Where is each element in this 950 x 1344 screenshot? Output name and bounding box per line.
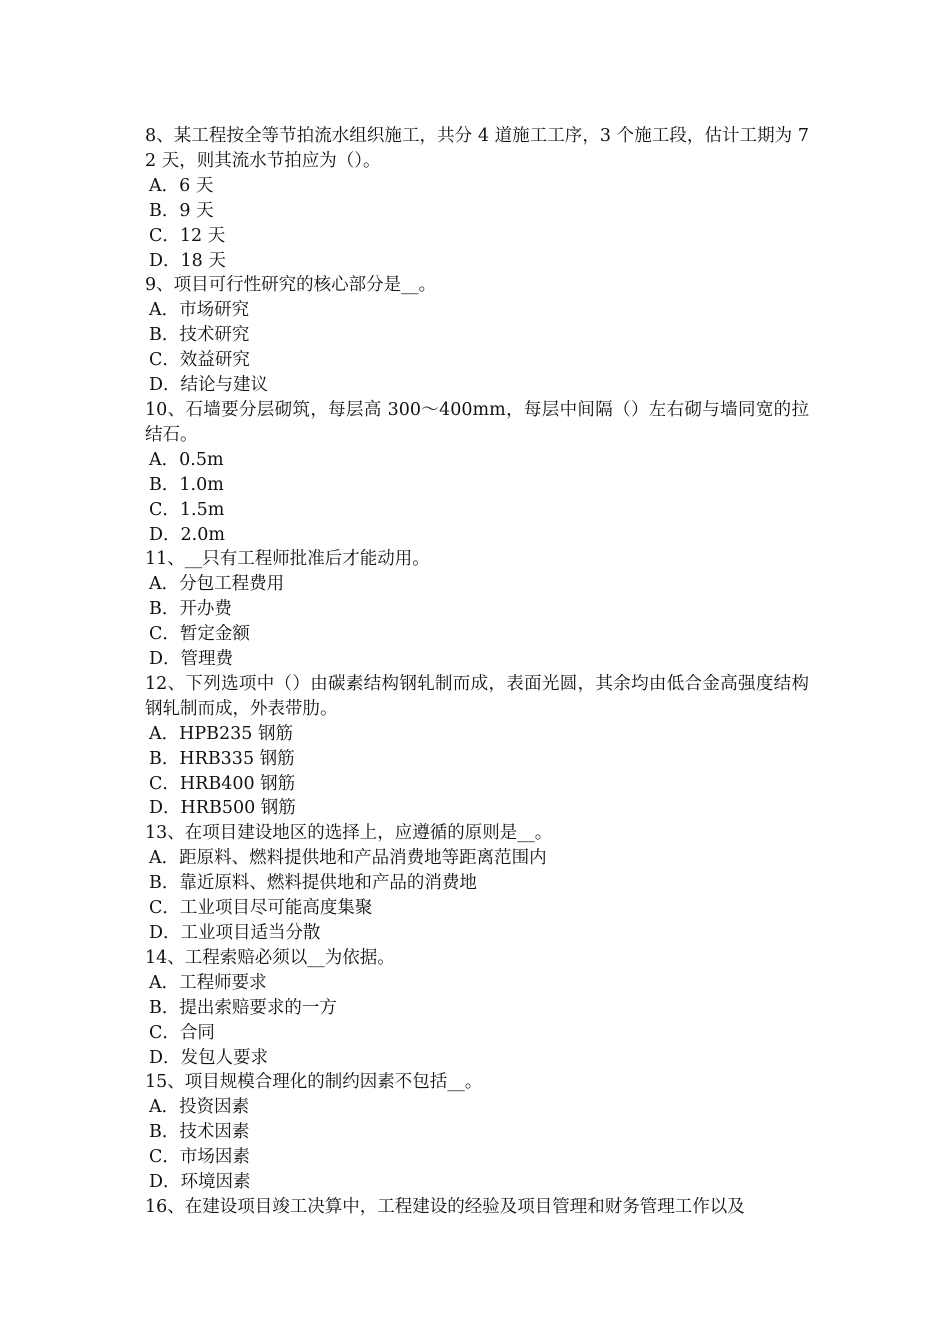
question-1 bbox=[145, 124, 809, 273]
option-letter: B． bbox=[149, 1122, 180, 1143]
question-text: 16、在建设项目竣工决算中，工程建设的经验及项目管理和财务管理工作以及 bbox=[145, 1196, 745, 1217]
option-1 bbox=[145, 846, 809, 871]
option-3 bbox=[145, 896, 809, 921]
question-text: 8、某工程按全等节拍流水组织施工，共分 4 道施工工序，3 个施工段，估计工期为 72 天，则其流水节拍应为（）。 bbox=[145, 126, 809, 171]
option-list bbox=[145, 846, 809, 946]
option-text: 0.5m bbox=[179, 449, 224, 470]
question-text: 11、__只有工程师批准后才能动用。 bbox=[145, 549, 430, 570]
option-text: 工程师要求 bbox=[179, 972, 267, 993]
option-text: HRB335 钢筋 bbox=[179, 748, 295, 769]
option-letter: A． bbox=[149, 574, 180, 595]
option-letter: D． bbox=[149, 1047, 181, 1068]
option-text: 技术因素 bbox=[179, 1122, 250, 1143]
option-letter: A． bbox=[149, 175, 180, 196]
option-text: 分包工程费用 bbox=[179, 574, 285, 595]
document-page bbox=[145, 124, 809, 1220]
option-3 bbox=[145, 224, 809, 249]
option-letter: B． bbox=[149, 325, 180, 346]
option-2 bbox=[145, 323, 809, 348]
option-1 bbox=[145, 174, 809, 199]
option-letter: C． bbox=[149, 1147, 180, 1168]
option-letter: C． bbox=[149, 773, 180, 794]
option-text: 距原料、燃料提供地和产品消费地等距离范围内 bbox=[179, 848, 547, 869]
option-letter: C． bbox=[149, 1022, 180, 1043]
option-2 bbox=[145, 597, 809, 622]
option-text: 1.0m bbox=[179, 474, 224, 495]
option-text: 市场因素 bbox=[179, 1147, 250, 1168]
option-3 bbox=[145, 1021, 809, 1046]
option-4 bbox=[145, 249, 809, 274]
question-text: 10、石墙要分层砌筑，每层高 300～400mm，每层中间隔（）左右砌与墙同宽的拉结石。 bbox=[145, 399, 809, 445]
option-letter: D． bbox=[149, 1172, 181, 1193]
option-letter: D． bbox=[149, 375, 181, 396]
option-3 bbox=[145, 1145, 809, 1170]
option-letter: D． bbox=[149, 798, 181, 819]
option-list bbox=[145, 572, 809, 672]
option-2 bbox=[145, 1120, 809, 1145]
option-letter: A． bbox=[149, 972, 180, 993]
option-text: 工业项目尽可能高度集聚 bbox=[179, 898, 373, 919]
option-4 bbox=[145, 796, 809, 821]
option-3 bbox=[145, 622, 809, 647]
option-1 bbox=[145, 722, 809, 747]
option-3 bbox=[145, 348, 809, 373]
option-letter: C． bbox=[149, 898, 180, 919]
option-text: 结论与建议 bbox=[180, 375, 269, 396]
question-text: 14、工程索赔必须以__为依据。 bbox=[145, 947, 395, 968]
option-text: 市场研究 bbox=[179, 300, 250, 321]
question-8 bbox=[145, 1070, 809, 1195]
question-7 bbox=[145, 946, 809, 1071]
option-4 bbox=[145, 1170, 809, 1195]
option-letter: B． bbox=[149, 873, 180, 894]
option-text: 投资因素 bbox=[179, 1097, 250, 1118]
option-letter: D． bbox=[149, 250, 181, 271]
question-5 bbox=[145, 672, 809, 821]
option-4 bbox=[145, 921, 809, 946]
option-text: 工业项目适当分散 bbox=[180, 923, 321, 943]
option-letter: B． bbox=[149, 748, 180, 769]
option-1 bbox=[145, 298, 809, 323]
option-3 bbox=[145, 498, 809, 523]
option-text: HPB235 钢筋 bbox=[179, 723, 294, 744]
option-letter: C． bbox=[149, 350, 180, 371]
option-letter: A． bbox=[149, 300, 180, 321]
option-letter: B． bbox=[149, 599, 180, 620]
option-2 bbox=[145, 199, 809, 224]
option-4 bbox=[145, 523, 809, 548]
option-2 bbox=[145, 871, 809, 896]
option-text: 18 天 bbox=[180, 250, 226, 271]
option-letter: C． bbox=[149, 624, 180, 645]
question-4 bbox=[145, 547, 809, 672]
question-3 bbox=[145, 398, 809, 547]
option-text: 合同 bbox=[179, 1022, 215, 1043]
option-text: 效益研究 bbox=[179, 350, 250, 371]
option-list bbox=[145, 174, 809, 274]
option-4 bbox=[145, 373, 809, 398]
option-text: 环境因素 bbox=[180, 1172, 251, 1193]
option-1 bbox=[145, 971, 809, 996]
option-text: 开办费 bbox=[179, 599, 232, 620]
option-text: 6 天 bbox=[179, 175, 214, 196]
option-1 bbox=[145, 572, 809, 597]
option-4 bbox=[145, 1046, 809, 1071]
option-text: 12 天 bbox=[179, 225, 226, 246]
option-letter: D． bbox=[149, 649, 181, 670]
option-list bbox=[145, 298, 809, 398]
option-text: 管理费 bbox=[180, 649, 234, 670]
option-letter: D． bbox=[149, 923, 181, 943]
option-2 bbox=[145, 473, 809, 498]
option-letter: B． bbox=[149, 200, 180, 221]
option-list bbox=[145, 448, 809, 548]
question-text: 9、项目可行性研究的核心部分是__。 bbox=[145, 275, 437, 296]
option-list bbox=[145, 1095, 809, 1195]
option-text: 靠近原料、燃料提供地和产品的消费地 bbox=[179, 873, 477, 894]
option-4 bbox=[145, 647, 809, 672]
option-list bbox=[145, 722, 809, 822]
option-text: 提出索赔要求的一方 bbox=[179, 997, 337, 1018]
option-text: 2.0m bbox=[180, 524, 225, 545]
question-text: 12、下列选项中（）由碳素结构钢轧制而成，表面光圆，其余均由低合金高强度结构钢轧制而成，外表带肋。 bbox=[145, 673, 809, 719]
question-9 bbox=[145, 1195, 809, 1220]
option-text: 暂定金额 bbox=[179, 624, 250, 645]
question-2 bbox=[145, 273, 809, 398]
option-letter: A． bbox=[149, 449, 180, 470]
option-list bbox=[145, 971, 809, 1071]
option-2 bbox=[145, 747, 809, 772]
option-text: 1.5m bbox=[179, 499, 225, 520]
option-letter: A． bbox=[149, 848, 180, 869]
option-text: 9 天 bbox=[179, 200, 214, 221]
option-letter: B． bbox=[149, 997, 180, 1018]
option-1 bbox=[145, 448, 809, 473]
option-text: 技术研究 bbox=[179, 325, 250, 346]
option-2 bbox=[145, 996, 809, 1021]
option-letter: C． bbox=[149, 225, 180, 246]
question-text: 13、在项目建设地区的选择上，应遵循的原则是__。 bbox=[145, 823, 553, 844]
option-text: 发包人要求 bbox=[180, 1047, 269, 1068]
option-text: HRB500 钢筋 bbox=[180, 798, 296, 819]
question-text: 15、项目规模合理化的制约因素不包括__。 bbox=[145, 1072, 483, 1093]
option-letter: A． bbox=[149, 1097, 180, 1118]
question-6 bbox=[145, 821, 809, 946]
option-text: HRB400 钢筋 bbox=[179, 773, 296, 794]
option-letter: D． bbox=[149, 524, 181, 545]
option-letter: B． bbox=[149, 474, 180, 495]
option-3 bbox=[145, 772, 809, 797]
option-letter: A． bbox=[149, 723, 180, 744]
option-1 bbox=[145, 1095, 809, 1120]
option-letter: C． bbox=[149, 499, 180, 520]
